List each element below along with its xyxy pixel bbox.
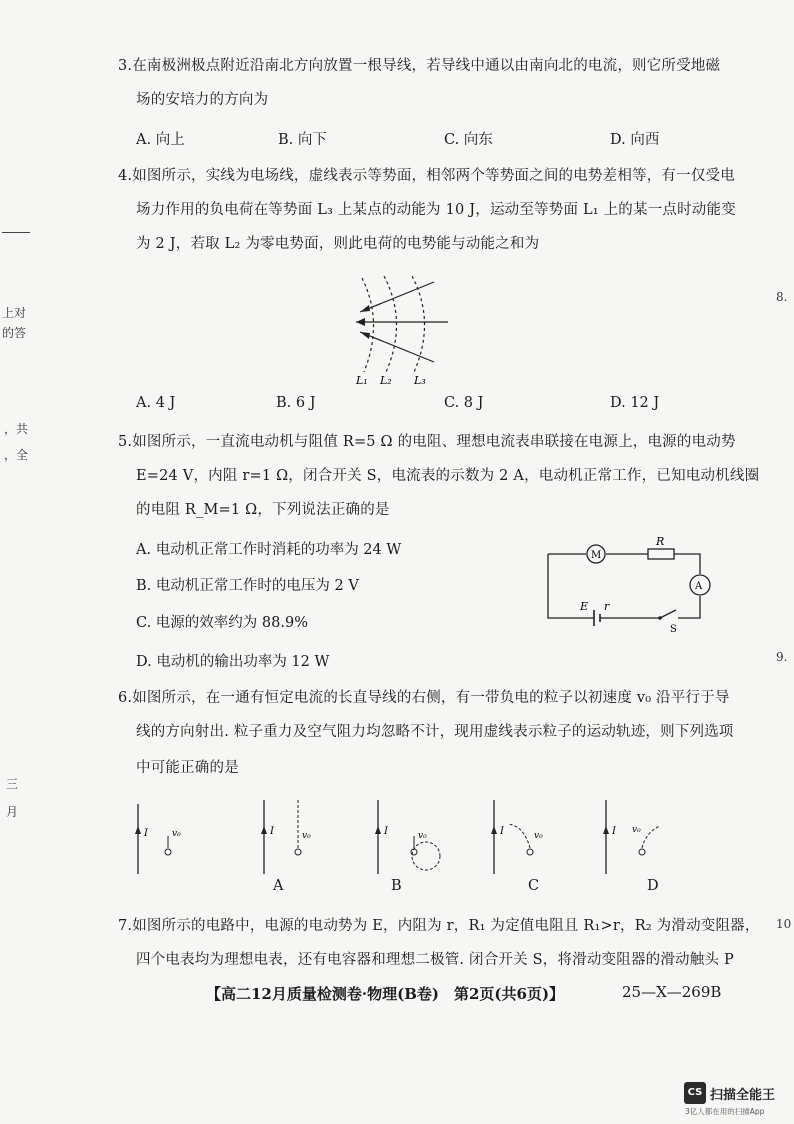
motor-label: M [591, 550, 602, 561]
trajectory-dashed [412, 842, 440, 870]
switch-symbol [660, 610, 676, 618]
figure-stem [135, 804, 181, 874]
question-7-line-1: 7.如图所示的电路中，电源的电动势为 E，内阻为 r，R₁ 为定值电阻且 R₁>r，R₂ 为滑动变阻器， [118, 918, 760, 934]
left-edge-rule [2, 232, 30, 233]
current-label: I [144, 828, 148, 839]
question-7-line-2: 四个电表均为理想电表，还有电容器和理想二极管. 闭合开关 S，将滑动变阻器的滑动触头 P [136, 952, 734, 968]
question-4-option-a: A. 4 J [136, 395, 176, 411]
trajectory-dashed [508, 824, 530, 848]
velocity-label: v₀ [302, 831, 311, 841]
question-6-option-c: C [528, 878, 540, 894]
question-6-option-d: D [647, 878, 659, 894]
figure-option-c [491, 800, 543, 874]
trajectory-dashed [642, 826, 660, 848]
figure-option-d [603, 800, 660, 874]
right-edge-text: 8. [776, 290, 788, 304]
camscanner-logo: CS [684, 1082, 706, 1104]
current-arrow [375, 826, 381, 834]
question-5-line-1: 5.如图所示，一直流电动机与阻值 R=5 Ω 的电阻、理想电流表串联接在电源上，电源的电动势 [118, 434, 736, 450]
left-edge-text: 月 [6, 805, 19, 819]
arrow-head-middle [356, 318, 365, 326]
question-5-line-2: E=24 V，内阻 r=1 Ω，闭合开关 S，电流表的示数为 2 A，电动机正常工作，已知电动机线圈 [136, 468, 760, 484]
battery-symbol [594, 610, 600, 626]
question-4-line-2: 场力作用的负电荷在等势面 L₃ 上某点的动能为 10 J，运动至等势面 L₁ 上的某一点时动能变 [136, 202, 736, 218]
question-3-line-1: 3.在南极洲极点附近沿南北方向放置一根导线，若导线中通以由南向北的电流，则它所受地磁 [118, 58, 721, 74]
question-4-option-c: C. 8 J [444, 395, 484, 411]
particle [639, 849, 645, 855]
camscanner-name: 扫描全能王 [710, 1088, 776, 1103]
circuit-wire [548, 554, 700, 618]
left-edge-text: 的答 [2, 326, 27, 340]
velocity-label: v₀ [632, 825, 641, 835]
current-label: I [270, 826, 274, 837]
arrow-head-lower [360, 332, 370, 339]
left-edge-text: ，共 [4, 422, 29, 436]
ammeter-label: A [695, 581, 703, 592]
particle [527, 849, 533, 855]
question-4-option-b: B. 6 J [276, 395, 316, 411]
velocity-label: v₀ [418, 831, 427, 841]
left-edge-text: ，全 [4, 448, 29, 462]
right-edge-text: 10 [776, 917, 792, 931]
label-l3: L₃ [414, 374, 426, 387]
velocity-label: v₀ [172, 829, 181, 839]
field-line-upper [360, 282, 434, 312]
velocity-label: v₀ [534, 831, 543, 841]
question-3-option-a: A. 向上 [136, 132, 185, 148]
question-3-option-d: D. 向西 [610, 132, 660, 148]
current-arrow [491, 826, 497, 834]
resistor-label: R [656, 536, 665, 548]
question-4-line-1: 4.如图所示，实线为电场线，虚线表示等势面，相邻两个等势面之间的电势差相等，有一仅受电 [118, 168, 735, 184]
page-footer-title: 【高二12月质量检测卷·物理(B卷) 第2页(共6页)】 [206, 985, 565, 1003]
current-arrow [135, 826, 141, 834]
camscanner-tagline: 3亿人都在用的扫描App [685, 1107, 765, 1116]
question-3-line-2: 场的安培力的方向为 [136, 92, 269, 108]
figure-option-a [261, 800, 311, 874]
current-arrow [261, 826, 267, 834]
question-6-line-3: 中可能正确的是 [136, 760, 239, 776]
current-label: I [500, 826, 504, 837]
field-line-lower [360, 332, 434, 362]
question-4-option-d: D. 12 J [610, 395, 660, 411]
particle [295, 849, 301, 855]
motor-circuit-diagram [540, 536, 716, 636]
question-5-option-d: D. 电动机的输出功率为 12 W [136, 654, 330, 670]
equipotential-l2 [384, 276, 397, 372]
switch-label: S [670, 624, 677, 635]
electric-field-diagram [340, 268, 460, 390]
left-edge-text: 三 [6, 777, 19, 791]
current-label: I [384, 826, 388, 837]
question-5-option-b: B. 电动机正常工作时的电压为 2 V [136, 578, 359, 594]
question-5-option-a: A. 电动机正常工作时消耗的功率为 24 W [136, 542, 402, 558]
label-l2: L₂ [380, 374, 392, 387]
figure-option-b [375, 800, 440, 874]
page-footer-code: 25—X—269B [622, 983, 722, 1001]
left-edge-text: 上对 [2, 306, 27, 320]
question-3-option-b: B. 向下 [278, 132, 327, 148]
current-arrow [603, 826, 609, 834]
switch-contact [658, 616, 662, 620]
question-6-line-2: 线的方向射出. 粒子重力及空气阻力均忽略不计，现用虚线表示粒子的运动轨迹，则下列选项 [136, 724, 734, 740]
question-3-option-c: C. 向东 [444, 132, 493, 148]
right-edge-text: 9. [776, 650, 788, 664]
question-4-line-3: 为 2 J，若取 L₂ 为零电势面，则此电荷的电势能与动能之和为 [136, 236, 540, 252]
question-5-option-c: C. 电源的效率约为 88.9% [136, 615, 308, 631]
question-6-option-a: A [273, 878, 284, 894]
internal-resistance-label: r [604, 600, 610, 613]
current-label: I [612, 826, 616, 837]
label-l1: L₁ [356, 374, 368, 387]
emf-label: E [580, 600, 589, 613]
particle [165, 849, 171, 855]
arrow-head-upper [360, 305, 370, 312]
question-5-line-3: 的电阻 R_M=1 Ω，下列说法正确的是 [136, 502, 390, 518]
question-6-line-1: 6.如图所示，在一通有恒定电流的长直导线的右侧，有一带负电的粒子以初速度 v₀ 沿平行于导 [118, 690, 730, 706]
resistor-symbol [648, 549, 674, 559]
question-6-option-b: B [391, 878, 402, 894]
